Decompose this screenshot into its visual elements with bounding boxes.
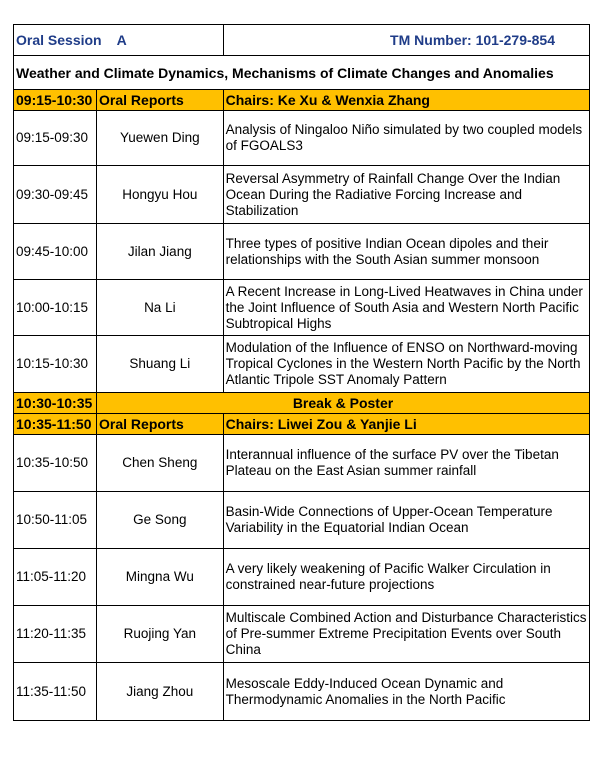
break-time: 10:30-10:35 [14, 393, 97, 414]
table-row [14, 549, 590, 606]
talk-speaker: Mingna Wu [97, 549, 224, 606]
talk-title: Three types of positive Indian Ocean dipoles and their relationships with the South Asian summer monsoon [223, 224, 589, 280]
block2-band [14, 414, 590, 435]
talk-title: Multiscale Combined Action and Disturbance Characteristics of Pre-summer Extreme Precipitation Events over South China [223, 606, 589, 663]
talk-time: 11:05-11:20 [14, 549, 97, 606]
talk-time: 10:35-10:50 [14, 435, 97, 492]
header-row [14, 25, 590, 56]
talk-time: 11:20-11:35 [14, 606, 97, 663]
table-row [14, 663, 590, 721]
talk-title: Mesoscale Eddy-Induced Ocean Dynamic and Thermodynamic Anomalies in the North Pacific [223, 663, 589, 721]
talk-time: 09:45-10:00 [14, 224, 97, 280]
session-title: Weather and Climate Dynamics, Mechanisms of Climate Changes and Anomalies [14, 56, 590, 90]
table-row [14, 224, 590, 280]
talk-title: Analysis of Ningaloo Niño simulated by two coupled models of FGOALS3 [223, 111, 589, 166]
talk-time: 11:35-11:50 [14, 663, 97, 721]
talk-time: 09:15-09:30 [14, 111, 97, 166]
block2-label: Oral Reports [97, 414, 224, 435]
block1-chairs: Chairs: Ke Xu & Wenxia Zhang [223, 90, 589, 111]
talk-speaker: Ge Song [97, 492, 224, 549]
schedule-table [13, 24, 590, 721]
talk-title: A very likely weakening of Pacific Walker Circulation in constrained near-future projections [223, 549, 589, 606]
talk-speaker: Jiang Zhou [97, 663, 224, 721]
talk-time: 10:50-11:05 [14, 492, 97, 549]
talk-title: Interannual influence of the surface PV over the Tibetan Plateau on the East Asian summer rainfall [223, 435, 589, 492]
break-label: Break & Poster [97, 393, 590, 414]
talk-title: Modulation of the Influence of ENSO on Northward-moving Tropical Cyclones in the Western North Pacific by the North Atlantic Tripole SST Anomaly Pattern [223, 336, 589, 393]
talk-speaker: Ruojing Yan [97, 606, 224, 663]
schedule-sheet [13, 24, 590, 721]
talk-speaker: Shuang Li [97, 336, 224, 393]
talk-time: 10:00-10:15 [14, 280, 97, 336]
table-row [14, 166, 590, 224]
tm-number: TM Number: 101-279-854 [223, 25, 589, 56]
talk-speaker: Na Li [97, 280, 224, 336]
block1-label: Oral Reports [97, 90, 224, 111]
table-row [14, 606, 590, 663]
session-title-row [14, 56, 590, 90]
block1-band [14, 90, 590, 111]
table-row [14, 280, 590, 336]
talk-title: A Recent Increase in Long-Lived Heatwaves in China under the Joint Influence of South Asia and Western North Pacific Subtropical Highs [223, 280, 589, 336]
talk-speaker: Chen Sheng [97, 435, 224, 492]
talk-speaker: Yuewen Ding [97, 111, 224, 166]
session-label: Oral Session A [14, 25, 224, 56]
talk-title: Reversal Asymmetry of Rainfall Change Over the Indian Ocean During the Radiative Forcing Increase and Stabilization [223, 166, 589, 224]
talk-title: Basin-Wide Connections of Upper-Ocean Temperature Variability in the Equatorial Indian Ocean [223, 492, 589, 549]
talk-speaker: Hongyu Hou [97, 166, 224, 224]
talk-time: 10:15-10:30 [14, 336, 97, 393]
block2-chairs: Chairs: Liwei Zou & Yanjie Li [223, 414, 589, 435]
talk-speaker: Jilan Jiang [97, 224, 224, 280]
block2-time: 10:35-11:50 [14, 414, 97, 435]
table-row [14, 492, 590, 549]
table-row [14, 435, 590, 492]
talk-time: 09:30-09:45 [14, 166, 97, 224]
table-row [14, 336, 590, 393]
break-band [14, 393, 590, 414]
block1-time: 09:15-10:30 [14, 90, 97, 111]
table-row [14, 111, 590, 166]
